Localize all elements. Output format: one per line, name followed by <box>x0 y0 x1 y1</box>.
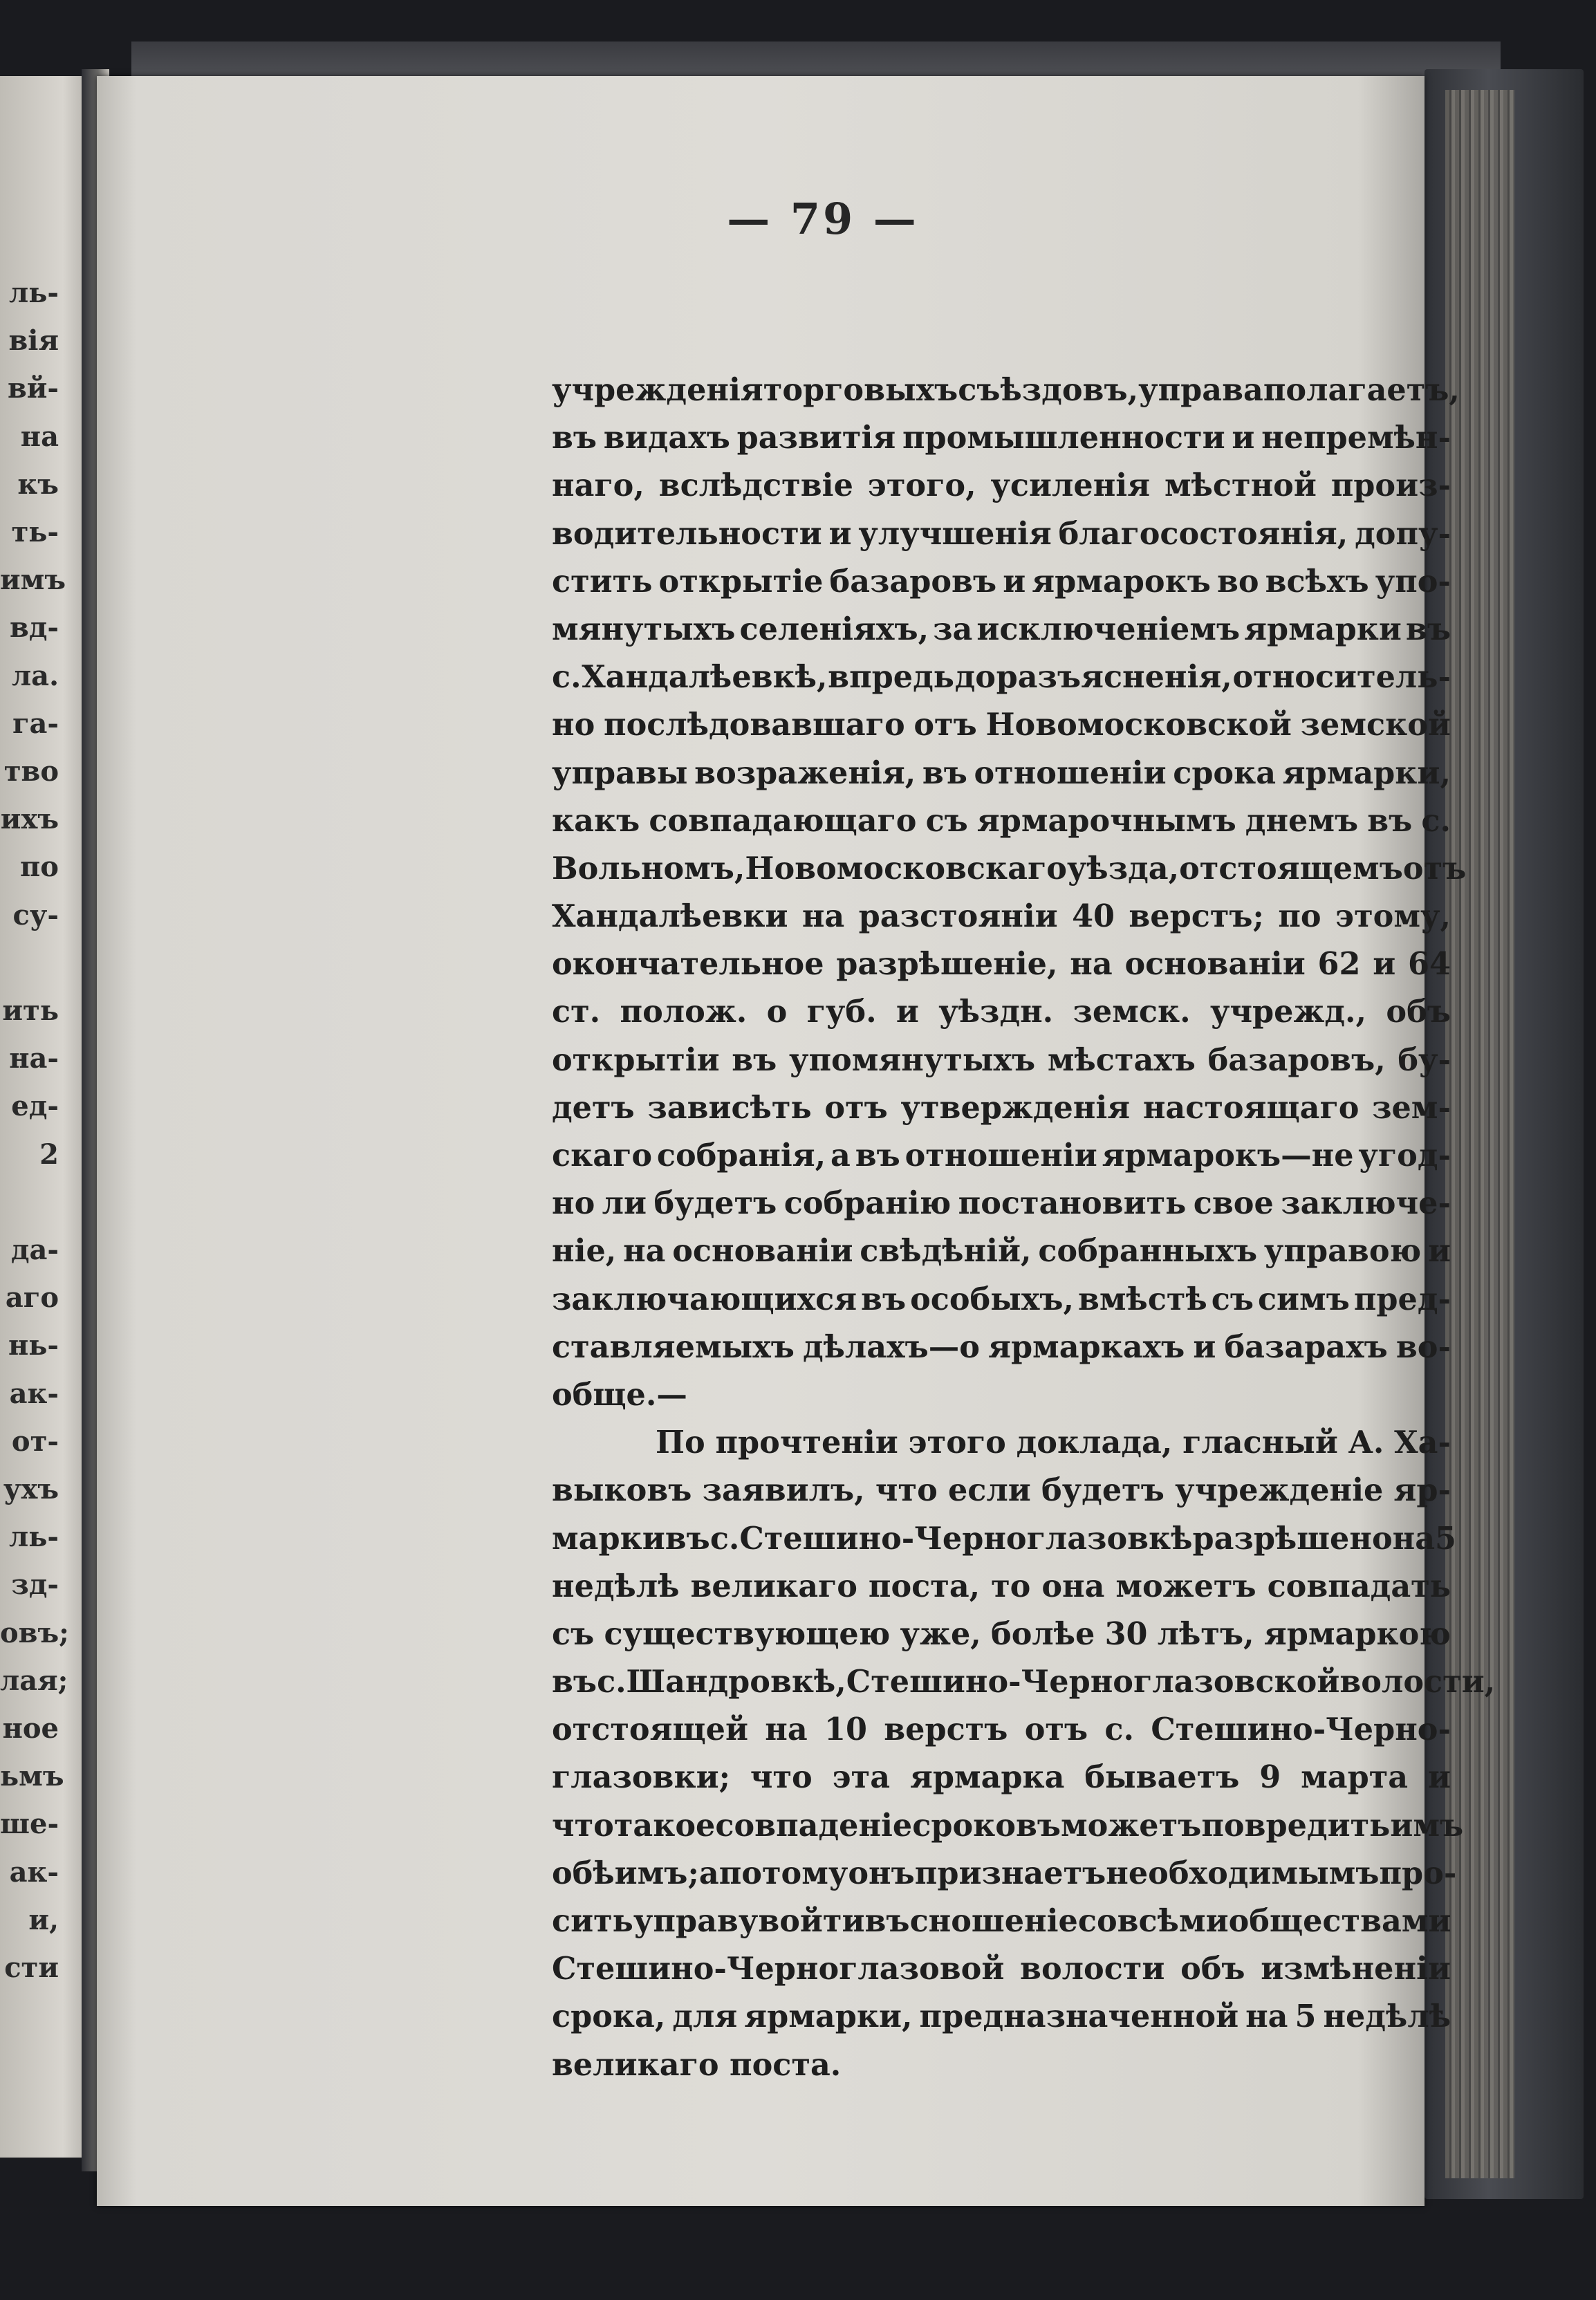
text-line: въ с. Шандровкѣ, Стешино-Черноглазовской волости, <box>552 1664 1496 1700</box>
left-page-fragment: на- <box>9 1042 59 1075</box>
text-line: сить управу войти въ сношеніе со всѣми обществами <box>552 1903 1451 1939</box>
text-line: водительности и улучшенія благосостоянія, допу- <box>552 515 1451 552</box>
text-line: с. Хандалѣевкѣ, впредь до разъясненія, относитель- <box>552 659 1451 696</box>
left-page-fragment: къ <box>17 467 59 501</box>
text-line: ст. полож. о губ. и уѣздн. земск. учрежд., объ <box>552 994 1451 1030</box>
left-page-fragment: имъ <box>0 564 66 597</box>
left-page-fragment: ить <box>2 994 59 1027</box>
left-page-fragment: ед- <box>11 1090 59 1123</box>
text-line: обще.— <box>552 1376 687 1413</box>
left-page-fragment: ак- <box>9 1377 59 1410</box>
text-line: глазовки; что эта ярмарка бываетъ 9 марта и <box>552 1759 1451 1796</box>
text-line: открытіи въ упомянутыхъ мѣстахъ базаровъ, бу- <box>552 1041 1451 1078</box>
text-line: но ли будетъ собранію постановить свое заключе- <box>552 1185 1451 1222</box>
left-facing-page <box>0 76 90 2158</box>
left-page-fragment: ла. <box>11 659 59 692</box>
text-line: детъ зависѣть отъ утвержденія настоящаго зем- <box>552 1089 1451 1126</box>
left-page-fragment: лая; <box>0 1664 68 1697</box>
left-page-fragment: ихъ <box>0 803 59 836</box>
text-line: ніе, на основаніи свѣдѣній, собранныхъ управою и <box>552 1233 1451 1270</box>
left-page-fragment: тво <box>3 755 59 788</box>
text-line: ставляемыхъ дѣлахъ—о ярмаркахъ и базарахъ во- <box>552 1328 1451 1365</box>
left-page-fragment: и, <box>28 1903 59 1936</box>
left-page-fragment: овъ; <box>0 1616 69 1649</box>
left-page-fragment: да- <box>10 1234 59 1266</box>
left-page-fragment: от- <box>11 1425 59 1458</box>
left-page-fragment: зд- <box>11 1568 59 1602</box>
text-line: великаго поста. <box>552 2046 842 2083</box>
text-line: Хандалѣевки на разстояніи 40 верстъ; по этому, <box>552 898 1451 935</box>
text-line: въ видахъ развитія промышленности и непремѣн- <box>552 420 1451 456</box>
text-line: окончательное разрѣшеніе, на основаніи 62 и 64 <box>552 946 1451 983</box>
left-page-fragment: на <box>20 420 59 453</box>
text-line: срока, для ярмарки, предназначенной на 5 недѣлѣ <box>552 1998 1451 2035</box>
left-page-fragment: ак- <box>9 1855 59 1889</box>
left-page-fragment: по <box>20 851 59 884</box>
left-page-fragment: ль- <box>9 277 59 309</box>
page-body-text <box>552 367 1496 2089</box>
text-line: мянутыхъ селеніяхъ, за исключеніемъ ярмарки въ <box>552 611 1451 647</box>
text-line: скаго собранія, а въ отношеніи ярмарокъ—не угод- <box>552 1138 1451 1174</box>
text-line: Вольномъ, Новомосковскаго уѣзда, отстоящемъ отъ <box>552 850 1467 887</box>
left-page-fragment: нь- <box>8 1329 59 1362</box>
text-line: марки въ с. Стешино-Черноглазовкѣ разрѣшено на 5 <box>552 1520 1457 1557</box>
text-line: отстоящей на 10 верстъ отъ с. Стешино-Черно- <box>552 1712 1451 1748</box>
left-page-fragment: ьмъ <box>0 1760 64 1793</box>
left-page-fragment: сти <box>4 1951 59 1984</box>
text-line: выковъ заявилъ, что если будетъ учрежденіе яр- <box>552 1472 1451 1509</box>
left-page-fragment: су- <box>12 898 59 931</box>
left-page-fragment: вй- <box>7 372 59 405</box>
left-page-fragment: га- <box>12 707 59 740</box>
text-line: обѣимъ; а потому онъ признаетъ необходимымъ про- <box>552 1855 1457 1891</box>
text-line: учрежденія торговыхъ съѣздовъ, управа полагаетъ, <box>552 372 1460 408</box>
left-page-fragment: ль- <box>9 1521 59 1554</box>
page-number: — 79 — <box>727 194 919 244</box>
text-line: недѣлѣ великаго поста, то она можетъ совпадать <box>552 1568 1451 1604</box>
left-page-fragment: ухъ <box>3 1473 59 1505</box>
text-line: стить открытіе базаровъ и ярмарокъ во всѣхъ упо- <box>552 563 1451 600</box>
text-line: съ существующею уже, болѣе 30 лѣтъ, ярмаркою <box>552 1615 1451 1652</box>
text-line: но послѣдовавшаго отъ Новомосковской земской <box>552 707 1451 743</box>
text-line: управы возраженія, въ отношеніи срока ярмарки, <box>552 754 1451 791</box>
left-page-fragment: аго <box>5 1281 59 1315</box>
text-line: Стешино-Черноглазовой волости объ измѣненіи <box>552 1951 1451 1987</box>
left-page-fragment: ное <box>2 1712 59 1745</box>
left-page-fragment: 2 <box>39 1138 59 1171</box>
left-page-fragment: ше- <box>0 1808 59 1841</box>
text-line: По прочтеніи этого доклада, гласный А. Ха- <box>656 1425 1451 1461</box>
left-page-fragment: ть- <box>11 516 59 548</box>
text-line: что такое совпаденіе сроковъ можетъ повредить имъ <box>552 1807 1464 1844</box>
left-page-fragment: вд- <box>9 611 59 644</box>
text-line: заключающихся въ особыхъ, вмѣстѣ съ симъ пред- <box>552 1281 1451 1317</box>
document-page <box>97 76 1496 2206</box>
text-line: наго, вслѣдствіе этого, усиленія мѣстной произ- <box>552 467 1451 504</box>
left-page-fragment: вія <box>8 324 59 358</box>
text-line: какъ совпадающаго съ ярмарочнымъ днемъ въ с. <box>552 802 1451 839</box>
